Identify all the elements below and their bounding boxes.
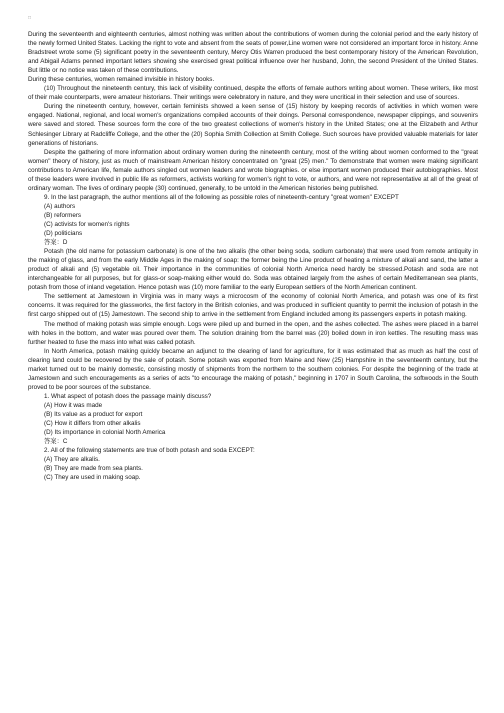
answer-option-line: (B) reformers xyxy=(44,211,82,219)
answer-option-line: (D) politicians xyxy=(44,230,83,238)
paragraph: The method of making potash was simple enough. Logs were piled up and burned in the open, and the ashes collected. The ashes were placed in a barrel with holes in the bottom, and water was poured over them. The solution draining from the barrel was (20) boiled down in iron kettles. The resulting mass was further heated to fuse the mass into what was called potash. xyxy=(28,320,478,346)
answer-option-line: (A) authors xyxy=(44,202,76,210)
paragraph: 9. In the last paragraph, the author mentions all of the following as possible roles of nineteenth-century "great women" EXCEPT xyxy=(44,193,399,201)
paragraph: (10) Throughout the nineteenth century, this lack of visibility continued, despite the efforts of female authors writing about women. These writers, like most of their male counterparts, were amateur historians. Their writings were celebratory in nature, and they were uncritical in their selection and use of sources. xyxy=(28,85,478,102)
paragraph: Potash (the old name for potassium carbonate) is one of the two alkalis (the other being soda, sodium carbonate) that were used from remote antiquity in the making of glass, and from the early Middle Ages in the making of soap: the former being the Line product of heating a mixture of alkali and sand, the latter a product of alkali and (5) vegetable oil. Their importance in the communities of colonial North America need hardly be stressed.Potash and soda are not interchangeable for all purposes, but for glass-or soap-making either would do. Soda was obtained largely from the ashes of certain Mediterranean sea plants, potash from those of inland vegetation. Hence potash was (10) more familiar to the early European settlers of the North American continent. xyxy=(28,248,478,292)
paragraph: During the nineteenth century, however, certain feminists showed a keen sense of (15) history by keeping records of activities in which women were engaged. National, regional, and local women's organizations compiled accounts of their doings. Personal correspondence, newspaper clippings, and souvenirs were saved and stored. These sources form the core of the two greatest collections of women's history in the United States; one at the Elizabeth and Arthur Schlesinger Library at Radcliffe College, and the other the (20) Sophia Smith Collection at Smith College. Such sources have provided valuable materials for later generations of historians. xyxy=(28,103,478,147)
answer-option-line: (A) How it was made xyxy=(44,401,103,409)
paragraph: During the seventeenth and eighteenth centuries, almost nothing was written about the contributions of women during the colonial period and the early history of the newly formed United States. Lacking the right to vote and absent from the seats of power,Line women were not considered an important force in history. Anne Bradstreet wrote some (5) significant poetry in the seventeenth century, Mercy Otis Warren produced the best contemporary history of the American Revolution, and Abigail Adams penned important letters showing she exercised great political influence over her husband, John, the second President of the United States. But little or no notice was taken of these contributions. xyxy=(28,31,478,75)
answer-option-line: (D) Its importance in colonial North America xyxy=(44,429,166,437)
corner-mark: □ xyxy=(28,15,32,21)
answer-option-line: (B) They are made from sea plants. xyxy=(44,465,143,473)
answer-option-line: 答案：D xyxy=(44,239,68,247)
paragraph: 2. All of the following statements are true of both potash and soda EXCEPT: xyxy=(44,447,255,455)
paragraph: In North America, potash making quickly became an adjunct to the clearing of land for agriculture, for it was estimated that as much as half the cost of clearing land could be recovered by the sale of potash. Some potash was exported from Maine and New (25) Hampshire in the seventeenth century, but the market turned out to be mainly domestic, consisting mostly of shipments from the northern to the southern colonies. For despite the beginning of the trade at Jamestown and such encouragements as a series of acts "to encourage the making of potash," beginning in 1707 in South Carolina, the softwoods in the South proved to be poor sources of the substance. xyxy=(28,347,478,391)
answer-option-line: (C) activists for women's rights xyxy=(44,220,130,228)
paragraph: Despite the gathering of more information about ordinary women during the nineteenth century, most of the writing about women conformed to the "great women" theory of history, just as much of mainstream American history concentrated on "great (25) men." To demonstrate that women were making significant contributions to American life, female authors singled out women leaders and wrote biographies. or else important women produced their autobiographies. Most of these leaders were involved in public life as reformers, activists working for women's right to vote, or authors, and were not representative at all of the great of ordinary woman. The lives of ordinary people (30) continued, generally, to be untold in the American histories being published. xyxy=(28,148,478,192)
answer-option-line: (C) They are used in making soap. xyxy=(44,474,141,482)
answer-option-line: (A) They are alkalis. xyxy=(44,456,100,464)
document-body xyxy=(28,30,478,482)
paragraph: 1. What aspect of potash does the passage mainly discuss? xyxy=(44,392,212,400)
answer-option-line: (C) How it differs from other alkalis xyxy=(44,420,141,428)
paragraph: The settlement at Jamestown in Virginia was in many ways a microcosm of the economy of colonial North America, and potash was one of its first concerns. It was required for the glassworks, the first factory in the British colonies, and was produced in sufficient quantity to permit the inclusion of potash in the first cargo shipped out of (15) Jamestown. The second ship to arrive in the settlement from England included among its passengers experts in potash making. xyxy=(28,293,478,319)
answer-option-line: 答案：C xyxy=(44,438,68,446)
answer-option-line: (B) Its value as a product for export xyxy=(44,410,143,418)
paragraph: During these centuries, women remained invisible in history books. xyxy=(28,76,215,84)
